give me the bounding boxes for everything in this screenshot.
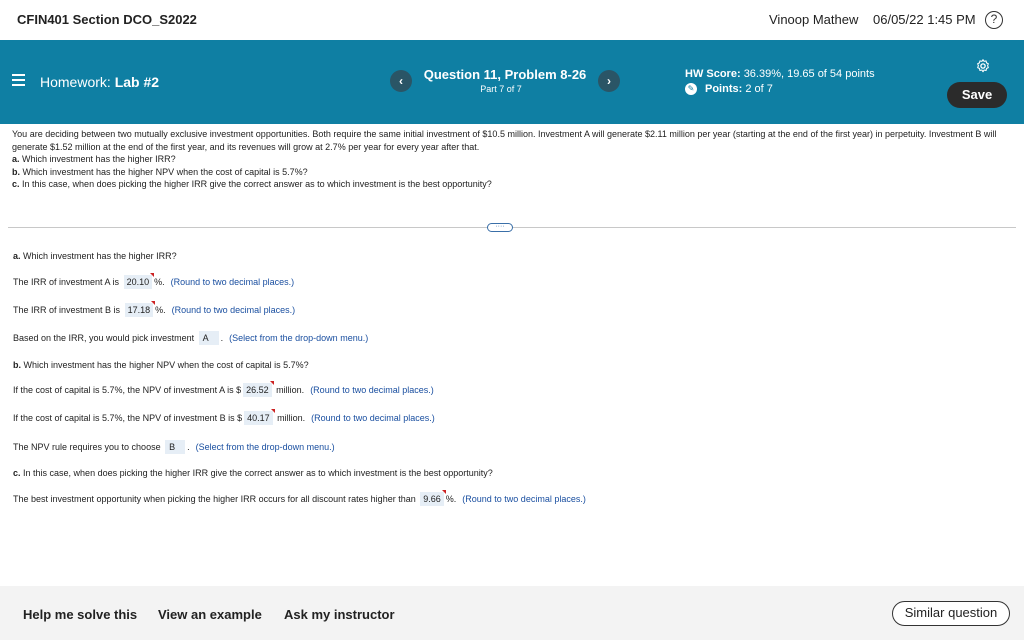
problem-part-c: c. In this case, when does picking the higher IRR give the correct answer as to which investment is the best opportunity? (12, 179, 492, 189)
similar-question-button[interactable]: Similar question (892, 601, 1010, 626)
irr-pick-row: Based on the IRR, you would pick investment A . (Select from the drop-down menu.) (13, 333, 369, 343)
gear-icon[interactable] (975, 58, 991, 74)
next-question-button[interactable]: › (598, 70, 620, 92)
irr-a-hint: (Round to two decimal places.) (170, 277, 295, 287)
rate-answer[interactable]: 9.66 (420, 492, 444, 506)
points-value: 2 of 7 (745, 83, 773, 95)
divider-handle[interactable]: ···· (487, 223, 513, 232)
problem-part-a: a. Which investment has the higher IRR? (12, 154, 176, 164)
help-icon[interactable]: ? (985, 11, 1003, 29)
npv-pick-row: The NPV rule requires you to choose B . (Select from the drop-down menu.) (13, 442, 335, 452)
rate-hint: (Round to two decimal places.) (462, 494, 586, 504)
npv-a-row: If the cost of capital is 5.7%, the NPV of investment A is $ 26.52 million. (Round to two decimal places.) (13, 385, 434, 395)
user-name[interactable]: Vinoop Mathew (769, 12, 859, 27)
irr-b-row: The IRR of investment B is 17.18 %. (Round to two decimal places.) (13, 305, 296, 315)
problem-part-b: b. Which investment has the higher NPV when the cost of capital is 5.7%? (12, 166, 308, 177)
question-part: Part 7 of 7 (480, 84, 522, 94)
question-title: Question 11, Problem 8-26 (423, 67, 587, 82)
homework-title (40, 74, 159, 90)
homework-prefix: Homework: (40, 74, 111, 90)
npv-pick-hint: (Select from the drop-down menu.) (195, 442, 335, 452)
answer-heading-c: c. In this case, when does picking the higher IRR give the correct answer as to which investment is the best opportunity? (13, 468, 493, 478)
menu-icon[interactable] (12, 74, 25, 86)
homework-name: Lab #2 (114, 74, 160, 90)
problem-statement (12, 128, 1016, 191)
previous-question-button[interactable]: ‹ (390, 70, 412, 92)
npv-a-hint: (Round to two decimal places.) (310, 385, 434, 395)
irr-a-row: The IRR of investment A is 20.10 %. (Round to two decimal places.) (13, 277, 295, 287)
irr-pick-hint: (Select from the drop-down menu.) (229, 333, 369, 343)
help-me-solve-button[interactable]: Help me solve this (23, 607, 138, 622)
ask-instructor-button[interactable]: Ask my instructor (284, 607, 395, 622)
npv-b-hint: (Round to two decimal places.) (311, 413, 435, 423)
npv-b-row: If the cost of capital is 5.7%, the NPV of investment B is $ 40.17 million. (Round to two decimal places.) (13, 413, 435, 423)
irr-b-hint: (Round to two decimal places.) (171, 305, 296, 315)
irr-a-answer[interactable]: 20.10 (124, 275, 153, 289)
datetime: 06/05/22 1:45 PM (873, 12, 976, 27)
npv-b-answer[interactable]: 40.17 (244, 411, 273, 425)
irr-b-answer[interactable]: 17.18 (125, 303, 154, 317)
npv-a-answer[interactable]: 26.52 (243, 383, 272, 397)
hw-score (685, 68, 875, 80)
course-title: CFIN401 Section DCO_S2022 (17, 12, 197, 27)
answer-heading-a: a. Which investment has the higher IRR? (13, 251, 177, 261)
hw-score-label: HW Score: (685, 68, 741, 80)
view-example-button[interactable]: View an example (158, 607, 262, 622)
top-bar (0, 0, 1024, 40)
homework-header (0, 40, 1024, 124)
answer-heading-b: b. Which investment has the higher NPV when the cost of capital is 5.7%? (13, 360, 309, 370)
hw-score-value: 36.39%, 19.65 of 54 points (743, 68, 875, 80)
points-icon: ✎ (685, 83, 697, 95)
npv-pick-dropdown[interactable]: B (165, 440, 185, 454)
rate-row: The best investment opportunity when picking the higher IRR occurs for all discount rates higher than 9.66 %. (Round to two decimal places.) (13, 494, 586, 504)
points (685, 83, 773, 95)
points-label: Points: (705, 83, 743, 95)
bottom-bar (0, 586, 1024, 640)
irr-pick-dropdown[interactable]: A (199, 331, 219, 345)
save-button[interactable]: Save (947, 82, 1007, 108)
problem-intro: You are deciding between two mutually exclusive investment opportunities. Both require the same initial investment of $10.5 million. Investment A will generate $2.11 million per year (starting at the end of the first year) in perpetuity. Investment B will generate $1.52 million at the end of the first year, and its revenues will grow at 2.7% per year for every year after that. (12, 129, 997, 152)
